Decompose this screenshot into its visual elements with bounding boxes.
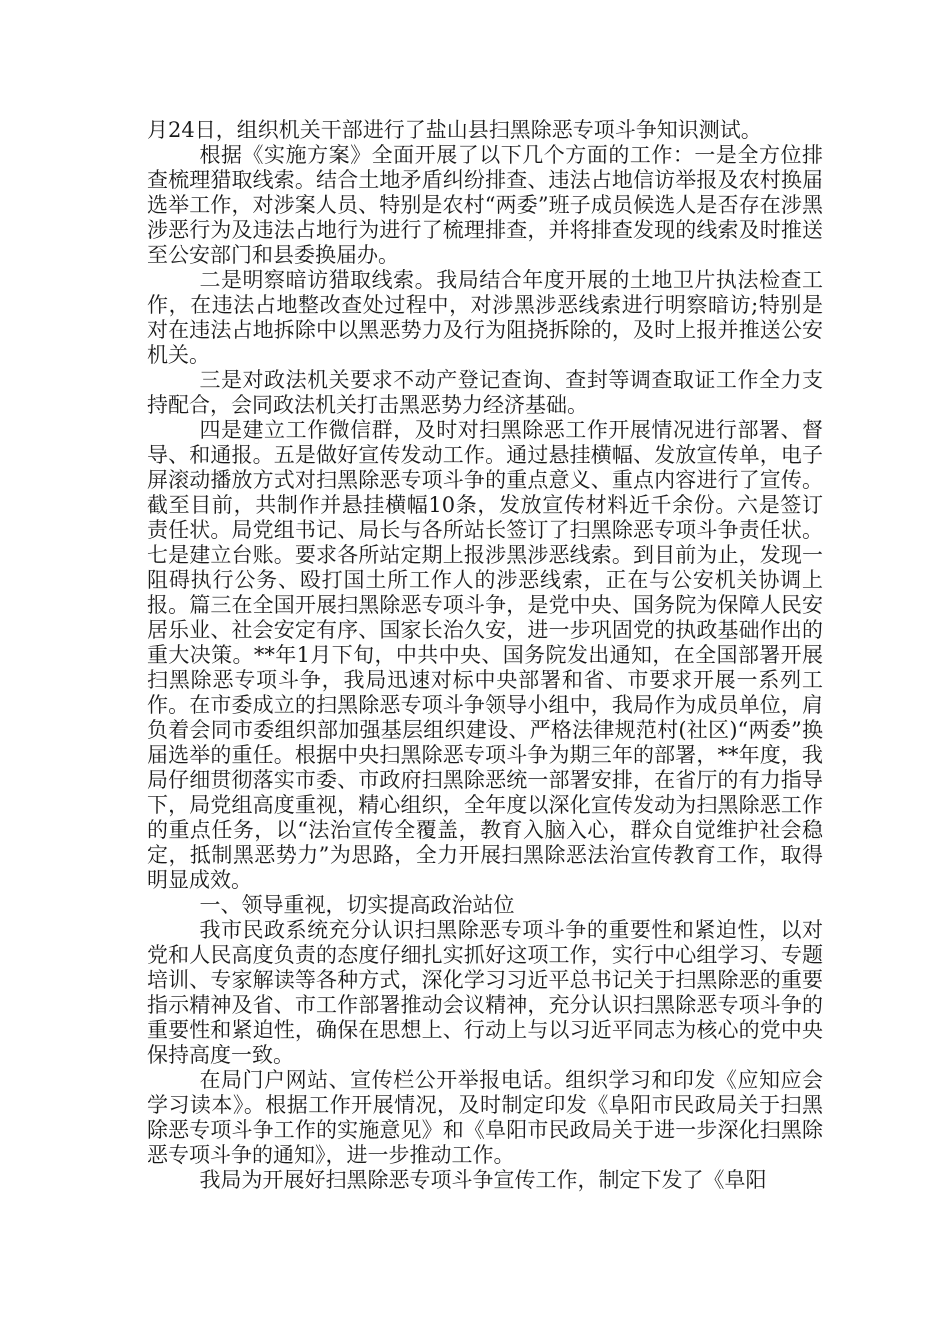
paragraph: 根据《实施方案》全面开展了以下几个方面的工作：一是全方位排查梳理猎取线索。结合土地矛盾纠纷排查、违法占地信访举报及农村换届选举工作，对涉案人员、特别是农村“两委”班子成员候选人是否存在涉黑涉恶行为及违法占地行为进行了梳理排查，并将排查发现的线索及时推送至公安部门和县委换届办。 [147, 143, 823, 267]
section-heading: 一、领导重视，切实提高政治站位 [199, 893, 515, 917]
paragraph: 四是建立工作微信群，及时对扫黑除恶工作开展情况进行部署、督导、和通报。五是做好宣传发动工作。通过悬挂横幅、发放宣传单，电子屏滚动播放方式对扫黑除恶专项斗争的重点意义、重点内容进行了宣传。截至目前，共制作并悬挂横幅10条，发放宣传材料近千余份。六是签订责任状。局党组书记、局长与各所站长签订了扫黑除恶专项斗争责任状。七是建立台账。要求各所站定期上报涉黑涉恶线索。到目前为止，发现一阻碍执行公务、殴打国土所工作人的涉恶线索，正在与公安机关协调上报。篇三在全国开展扫黑除恶专项斗争，是党中央、国务院为保障人民安居乐业、社会安定有序、国家长治久安，进一步巩固党的执政基础作出的重大决策。**年1月下旬，中共中央、国务院发出通知，在全国部署开展扫黑除恶专项斗争，我局迅速对标中央部署和省、市要求开展一系列工作。在市委成立的扫黑除恶专项斗争领导小组中，我局作为成员单位，肩负着会同市委组织部加强基层组织建设、严格法律规范村(社区)“两委”换届选举的重任。根据中央扫黑除恶专项斗争为期三年的部署，**年度，我局仔细贯彻落实市委、市政府扫黑除恶统一部署安排，在省厅的有力指导下，局党组高度重视，精心组织，全年度以深化宣传发动为扫黑除恶工作的重点任务，以“法治宣传全覆盖，教育入脑入心，群众自觉维护社会稳定，抵制黑恶势力”为思路，全力开展扫黑除恶法治宣传教育工作，取得明显成效。 [147, 418, 823, 892]
document-body [147, 118, 823, 1193]
paragraph: 三是对政法机关要求不动产登记查询、查封等调查取证工作全力支持配合，会同政法机关打击黑恶势力经济基础。 [147, 368, 823, 417]
paragraph: 在局门户网站、宣传栏公开举报电话。组织学习和印发《应知应会学习读本》。根据工作开展情况，及时制定印发《阜阳市民政局关于扫黑除恶专项斗争工作的实施意见》和《阜阳市民政局关于进一步深化扫黑除恶专项斗争的通知》，进一步推动工作。 [147, 1068, 823, 1167]
paragraph: 我市民政系统充分认识扫黑除恶专项斗争的重要性和紧迫性，以对党和人民高度负责的态度仔细扎实抓好这项工作，实行中心组学习、专题培训、专家解读等各种方式，深化学习习近平总书记关于扫黑除恶的重要指示精神及省、市工作部署推动会议精神，充分认识扫黑除恶专项斗争的重要性和紧迫性，确保在思想上、行动上与以习近平同志为核心的党中央保持高度一致。 [147, 918, 823, 1067]
paragraph: 我局为开展好扫黑除恶专项斗争宣传工作，制定下发了《阜阳 [199, 1168, 767, 1192]
paragraph: 月24日，组织机关干部进行了盐山县扫黑除恶专项斗争知识测试。 [147, 118, 762, 142]
paragraph: 二是明察暗访猎取线索。我局结合年度开展的土地卫片执法检查工作，在违法占地整改查处过程中，对涉黑涉恶线索进行明察暗访;特别是对在违法占地拆除中以黑恶势力及行为阻挠拆除的，及时上报并推送公安机关。 [147, 268, 823, 367]
